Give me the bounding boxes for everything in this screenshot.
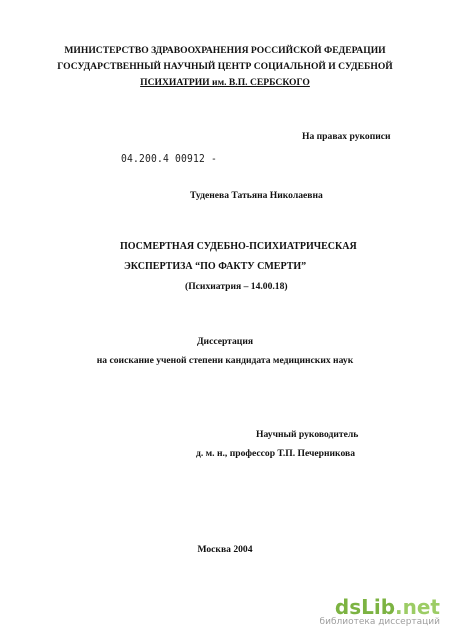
city-year: Москва 2004: [197, 544, 253, 555]
research-center-heading: ГОСУДАРСТВЕННЫЙ НАУЧНЫЙ ЦЕНТР СОЦИАЛЬНОЙ И СУДЕБНОЙ: [57, 61, 393, 72]
logo-domain: .net: [395, 595, 440, 619]
advisor-label: Научный руководитель: [256, 429, 359, 440]
dslib-watermark: [320, 597, 440, 628]
watermark-subtitle: библиотека диссертаций: [319, 617, 440, 627]
ministry-heading: МИНИСТЕРСТВО ЗДРАВООХРАНЕНИЯ РОССИЙСКОЙ ФЕДЕРАЦИИ: [64, 45, 386, 56]
title-line-2: ЭКСПЕРТИЗА “ПО ФАКТУ СМЕРТИ”: [124, 261, 307, 272]
institute-heading: ПСИХИАТРИИ им. В.П. СЕРБСКОГО: [140, 77, 310, 88]
degree-statement: на соискание ученой степени кандидата медицинских наук: [96, 355, 354, 366]
advisor-name: д. м. н., профессор Т.П. Печерникова: [196, 448, 355, 459]
dissertation-label: Диссертация: [196, 336, 254, 347]
registration-stamp-number: 04.200.4 00912 -: [121, 153, 218, 165]
author-name: Туденева Татьяна Николаевна: [190, 190, 323, 201]
title-line-1: ПОСМЕРТНАЯ СУДЕБНО-ПСИХИАТРИЧЕСКАЯ: [120, 241, 357, 252]
rights-note: На правах рукописи: [302, 131, 391, 142]
dslib-logo: [320, 597, 440, 617]
specialty-code: (Психиатрия – 14.00.18): [185, 281, 288, 292]
logo-name: dsLib: [334, 595, 396, 619]
